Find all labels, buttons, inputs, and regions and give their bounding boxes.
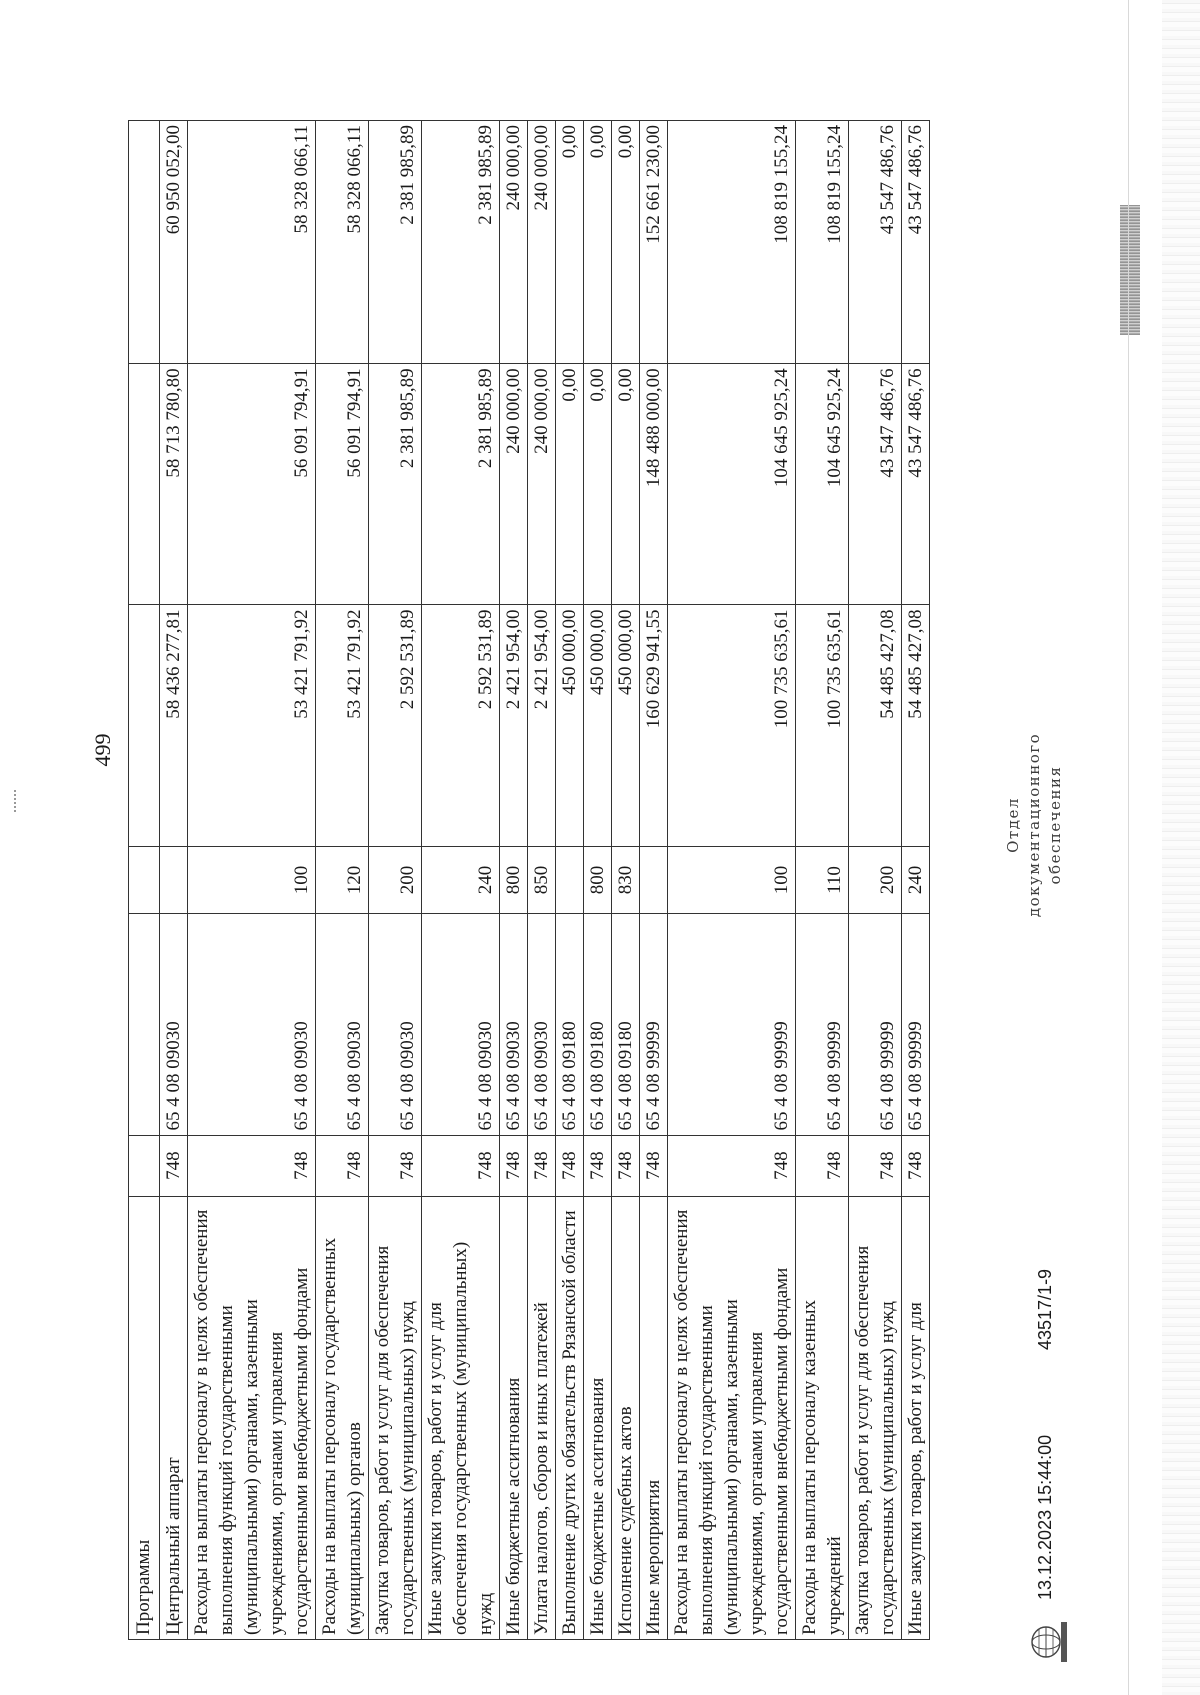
row-csr-cell: 65 4 08 09030 [160, 914, 188, 1135]
row-grbs-cell: 748 [500, 1135, 528, 1196]
row-value-2-cell: 2 381 985,89 [369, 364, 422, 605]
row-value-3-cell: 240 000,00 [500, 121, 528, 364]
row-csr-cell: 65 4 08 09180 [556, 914, 584, 1135]
table-row [369, 121, 422, 1640]
department-stamp [1003, 710, 1066, 940]
row-value-3-cell: 58 328 066,11 [188, 121, 316, 364]
row-value-1-cell: 53 421 791,92 [188, 605, 316, 846]
row-value-3-cell: 0,00 [556, 121, 584, 364]
row-name-cell: Выполнение других обязательств Рязанской области [556, 1196, 584, 1639]
row-vr-cell: 100 [668, 846, 796, 914]
row-value-3-cell: 152 661 230,00 [640, 121, 668, 364]
row-grbs-cell: 748 [584, 1135, 612, 1196]
row-value-2-cell: 240 000,00 [500, 364, 528, 605]
row-name-cell: Иные мероприятия [640, 1196, 668, 1639]
row-name-cell: Иные закупки товаров, работ и услуг для обеспечения государственных (муниципальных) нужд [422, 1196, 500, 1639]
row-value-1-cell: 53 421 791,92 [316, 605, 369, 846]
row-value-2-cell: 240 000,00 [528, 364, 556, 605]
row-vr-cell: 100 [188, 846, 316, 914]
row-vr-cell: 200 [849, 846, 902, 914]
scan-artifact-dots [14, 790, 19, 812]
row-csr-cell: 65 4 08 99999 [902, 914, 930, 1135]
row-csr-cell: 65 4 08 09030 [188, 914, 316, 1135]
row-vr-cell [129, 846, 160, 914]
table-header-row [129, 121, 160, 1640]
row-value-3-cell: 43 547 486,76 [902, 121, 930, 364]
row-csr-cell: 65 4 08 99999 [668, 914, 796, 1135]
table-row [849, 121, 902, 1640]
row-vr-cell: 110 [796, 846, 849, 914]
row-value-3-cell: 108 819 155,24 [796, 121, 849, 364]
row-value-3-cell: 43 547 486,76 [849, 121, 902, 364]
row-grbs-cell: 748 [188, 1135, 316, 1196]
footer-date: 13.12.2023 15:44:00 [1035, 1434, 1055, 1600]
row-name-cell: Центральный аппарат [160, 1196, 188, 1639]
row-value-1-cell: 58 436 277,81 [160, 605, 188, 846]
row-grbs-cell: 748 [528, 1135, 556, 1196]
table-row [528, 121, 556, 1640]
table-row [668, 121, 796, 1640]
row-value-2-cell: 0,00 [584, 364, 612, 605]
row-value-3-cell: 240 000,00 [528, 121, 556, 364]
row-name-cell: Закупка товаров, работ и услуг для обеспечения государственных (муниципальных) нужд [849, 1196, 902, 1639]
row-value-3-cell: 0,00 [612, 121, 640, 364]
row-csr-cell: 65 4 08 09030 [316, 914, 369, 1135]
rotated-page [90, 120, 1150, 1640]
row-grbs-cell: 748 [849, 1135, 902, 1196]
row-grbs-cell: 748 [422, 1135, 500, 1196]
row-value-3-cell: 108 819 155,24 [668, 121, 796, 364]
row-value-2-cell: 56 091 794,91 [316, 364, 369, 605]
row-name-cell: Закупка товаров, работ и услуг для обеспечения государственных (муниципальных) нужд [369, 1196, 422, 1639]
row-grbs-cell: 748 [160, 1135, 188, 1196]
table-row [160, 121, 188, 1640]
row-value-1-cell: 160 629 941,55 [640, 605, 668, 846]
row-csr-cell: 65 4 08 99999 [849, 914, 902, 1135]
row-vr-cell: 240 [422, 846, 500, 914]
row-grbs-cell: 748 [902, 1135, 930, 1196]
page-number: 499 [90, 733, 115, 767]
row-vr-cell: 830 [612, 846, 640, 914]
table-row [500, 121, 528, 1640]
row-csr-cell: 65 4 08 09030 [528, 914, 556, 1135]
row-name-cell: Исполнение судебных актов [612, 1196, 640, 1639]
row-vr-cell: 200 [369, 846, 422, 914]
row-value-1-cell: 450 000,00 [584, 605, 612, 846]
row-value-1-cell: 450 000,00 [612, 605, 640, 846]
row-value-2-cell: 2 381 985,89 [422, 364, 500, 605]
row-name-cell: Иные бюджетные ассигнования [500, 1196, 528, 1639]
table-row [796, 121, 849, 1640]
row-csr-cell: 65 4 08 09180 [612, 914, 640, 1135]
footer-document-code: 43517/1-9 [1035, 1268, 1055, 1350]
table-row [316, 121, 369, 1640]
row-value-2-cell: 43 547 486,76 [902, 364, 930, 605]
row-name-cell: Программы [129, 1196, 160, 1639]
stamp-line-2: обеспечения [1046, 765, 1064, 885]
scan-edge-noise [1162, 0, 1200, 1695]
row-grbs-cell: 748 [369, 1135, 422, 1196]
row-value-2-cell: 58 713 780,80 [160, 364, 188, 605]
row-grbs-cell: 748 [796, 1135, 849, 1196]
budget-table [128, 120, 930, 1640]
row-value-1-cell: 2 421 954,00 [528, 605, 556, 846]
row-value-2-cell: 56 091 794,91 [188, 364, 316, 605]
table-row [640, 121, 668, 1640]
row-value-1-cell: 54 485 427,08 [902, 605, 930, 846]
row-csr-cell: 65 4 08 99999 [640, 914, 668, 1135]
stamp-line-1: Отдел документационного [1004, 732, 1043, 918]
row-name-cell: Иные закупки товаров, работ и услуг для [902, 1196, 930, 1639]
row-grbs-cell: 748 [556, 1135, 584, 1196]
row-value-3-cell: 2 381 985,89 [422, 121, 500, 364]
row-csr-cell: 65 4 08 99999 [796, 914, 849, 1135]
row-value-2-cell [129, 364, 160, 605]
row-vr-cell [160, 846, 188, 914]
row-grbs-cell: 748 [316, 1135, 369, 1196]
row-value-3-cell: 58 328 066,11 [316, 121, 369, 364]
row-value-2-cell: 43 547 486,76 [849, 364, 902, 605]
row-value-2-cell: 148 488 000,00 [640, 364, 668, 605]
page-footer [995, 120, 1145, 1640]
row-csr-cell [129, 914, 160, 1135]
row-name-cell: Расходы на выплаты персоналу казенных учреждений [796, 1196, 849, 1639]
row-value-2-cell: 0,00 [612, 364, 640, 605]
row-name-cell: Иные бюджетные ассигнования [584, 1196, 612, 1639]
row-name-cell: Уплата налогов, сборов и иных платежей [528, 1196, 556, 1639]
row-value-1-cell: 2 592 531,89 [422, 605, 500, 846]
row-value-1-cell [129, 605, 160, 846]
table-row [422, 121, 500, 1640]
row-value-1-cell: 2 592 531,89 [369, 605, 422, 846]
row-value-1-cell: 2 421 954,00 [500, 605, 528, 846]
row-value-1-cell: 100 735 635,61 [796, 605, 849, 846]
row-grbs-cell: 748 [640, 1135, 668, 1196]
row-csr-cell: 65 4 08 09180 [584, 914, 612, 1135]
row-grbs-cell [129, 1135, 160, 1196]
row-value-3-cell: 0,00 [584, 121, 612, 364]
row-value-3-cell: 60 950 052,00 [160, 121, 188, 364]
table-row [188, 121, 316, 1640]
row-grbs-cell: 748 [612, 1135, 640, 1196]
row-vr-cell: 800 [584, 846, 612, 914]
row-vr-cell: 800 [500, 846, 528, 914]
row-value-1-cell: 54 485 427,08 [849, 605, 902, 846]
row-name-cell: Расходы на выплаты персоналу государственных (муниципальных) органов [316, 1196, 369, 1639]
row-vr-cell: 850 [528, 846, 556, 914]
table-row [584, 121, 612, 1640]
row-value-1-cell: 100 735 635,61 [668, 605, 796, 846]
row-value-2-cell: 104 645 925,24 [668, 364, 796, 605]
row-grbs-cell: 748 [668, 1135, 796, 1196]
row-value-2-cell: 0,00 [556, 364, 584, 605]
row-value-1-cell: 450 000,00 [556, 605, 584, 846]
row-value-3-cell: 2 381 985,89 [369, 121, 422, 364]
budget-table-body [129, 121, 930, 1640]
row-value-3-cell [129, 121, 160, 364]
table-row [612, 121, 640, 1640]
row-vr-cell: 120 [316, 846, 369, 914]
row-name-cell: Расходы на выплаты персоналу в целях обеспечения выполнения функций государственными (муниципальными) органами, казенными учреждениями, органами управления государственными внебюджетными фондами [668, 1196, 796, 1639]
row-vr-cell [556, 846, 584, 914]
row-csr-cell: 65 4 08 09030 [369, 914, 422, 1135]
row-csr-cell: 65 4 08 09030 [500, 914, 528, 1135]
row-value-2-cell: 104 645 925,24 [796, 364, 849, 605]
table-row [902, 121, 930, 1640]
row-name-cell: Расходы на выплаты персоналу в целях обеспечения выполнения функций государственными (муниципальными) органами, казенными учреждениями, органами управления государственными внебюджетными фондами [188, 1196, 316, 1639]
globe-seal-icon [1029, 1614, 1069, 1670]
row-csr-cell: 65 4 08 09030 [422, 914, 500, 1135]
row-vr-cell [640, 846, 668, 914]
row-vr-cell: 240 [902, 846, 930, 914]
table-row [556, 121, 584, 1640]
